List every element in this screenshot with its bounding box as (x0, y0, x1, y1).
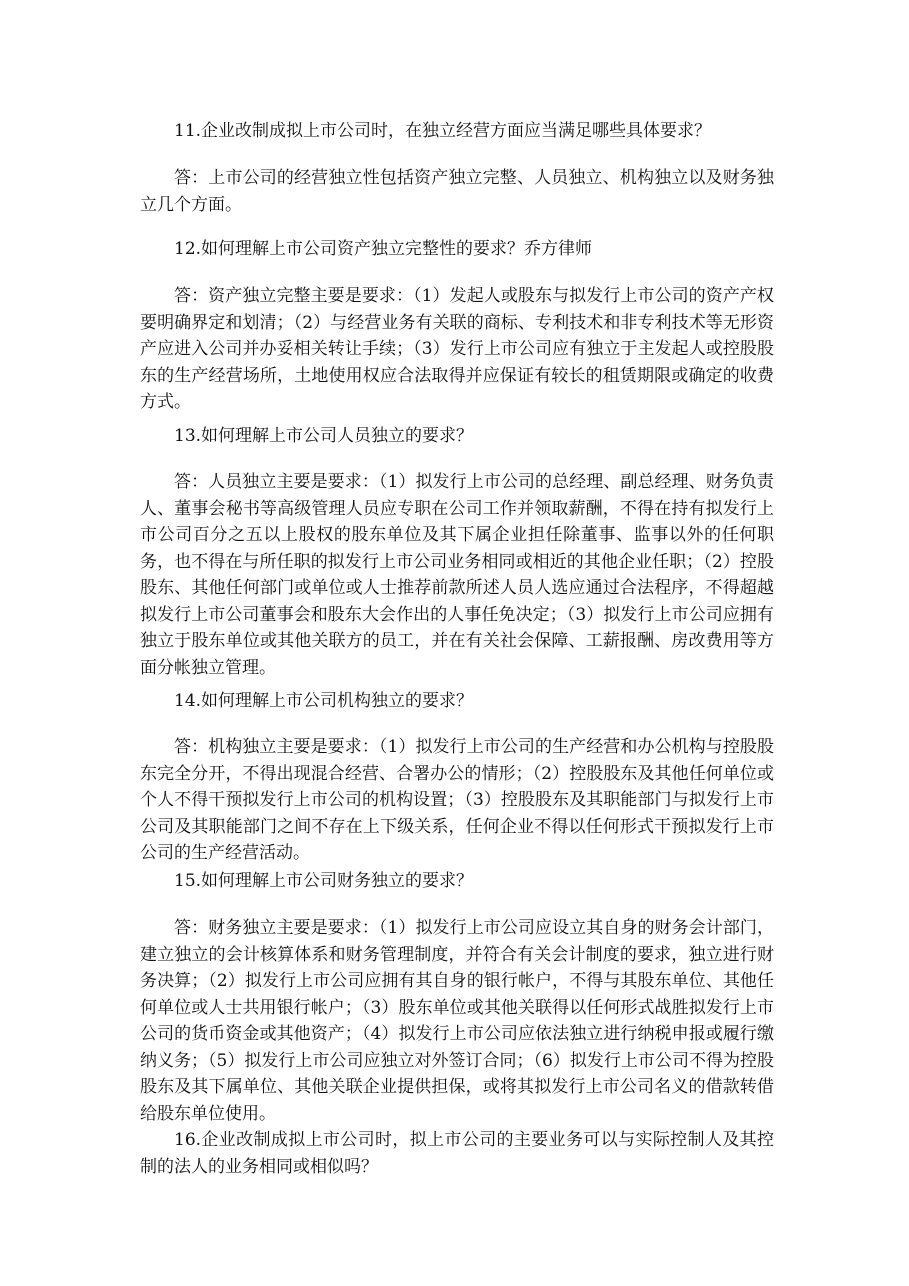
question-11: 11.企业改制成拟上市公司时，在独立经营方面应当满足哪些具体要求？ (174, 121, 712, 141)
answer-14: 答：机构独立主要是要求：（1）拟发行上市公司的生产经营和办公机构与控股股东完全分开，不得出现混合经营、合署办公的情形；（2）控股股东及其他任何单位或个人不得干预拟发行上市公司的机构设置；（3）控股股东及其职能部门与拟发行上市公司及其职能部门之间不存在上下级关系，任何企业不得以任何形式干预拟发行上市公司的生产经营活动。 (140, 737, 774, 863)
answer-15: 答：财务独立主要是要求：（1）拟发行上市公司应设立其自身的财务会计部门，建立独立的会计核算体系和财务管理制度，并符合有关会计制度的要求，独立进行财务决算；（2）拟发行上市公司应拥有其自身的银行帐户，不得与其股东单位、其他任何单位或人士共用银行帐户；（3）股东单位或其他关联得以任何形式战胜拟发行上市公司的货币资金或其他资产；（4）拟发行上市公司应依法独立进行纳税申报或履行缴纳义务；（5）拟发行上市公司应独立对外签订合同；（6）拟发行上市公司不得为控股股东及其下属单位、其他关联企业提供担保，或将其拟发行上市公司名义的借款转借给股东单位使用。 (140, 918, 774, 1124)
question-12: 12.如何理解上市公司资产独立完整性的要求？乔方律师 (174, 239, 593, 259)
question-16: 16.企业改制成拟上市公司时，拟上市公司的主要业务可以与实际控制人及其控制的法人的业务相同或相似吗？ (140, 1130, 774, 1177)
answer-13: 答：人员独立主要是要求：（1）拟发行上市公司的总经理、副总经理、财务负责人、董事会秘书等高级管理人员应专职在公司工作并领取薪酬，不得在持有拟发行上市公司百分之五以上股权的股东单位及其下属企业担任除董事、监事以外的任何职务，也不得在与所任职的拟发行上市公司业务相同或相近的其他企业任职；（2）控股股东、其他任何部门或单位或人士推荐前款所述人员人选应通过合法程序，不得超越拟发行上市公司董事会和股东大会作出的人事任免决定；（3）拟发行上市公司应拥有独立于股东单位或其他关联方的员工，并在有关社会保障、工薪报酬、房改费用等方面分帐独立管理。 (140, 472, 774, 678)
answer-11: 答：上市公司的经营独立性包括资产独立完整、人员独立、机构独立以及财务独立几个方面。 (140, 168, 774, 215)
question-14: 14.如何理解上市公司机构独立的要求？ (174, 691, 474, 711)
question-15: 15.如何理解上市公司财务独立的要求？ (174, 871, 474, 891)
answer-12: 答：资产独立完整主要是要求：（1）发起人或股东与拟发行上市公司的资产产权要明确界定和划清；（2）与经营业务有关联的商标、专利技术和非专利技术等无形资产应进入公司并办妥相关转让手续；（3）发行上市公司应有独立于主发起人或控股股东的生产经营场所，土地使用权应合法取得并应保证有较长的租赁期限或确定的收费方式。 (140, 286, 774, 412)
question-13: 13.如何理解上市公司人员独立的要求？ (174, 426, 474, 446)
